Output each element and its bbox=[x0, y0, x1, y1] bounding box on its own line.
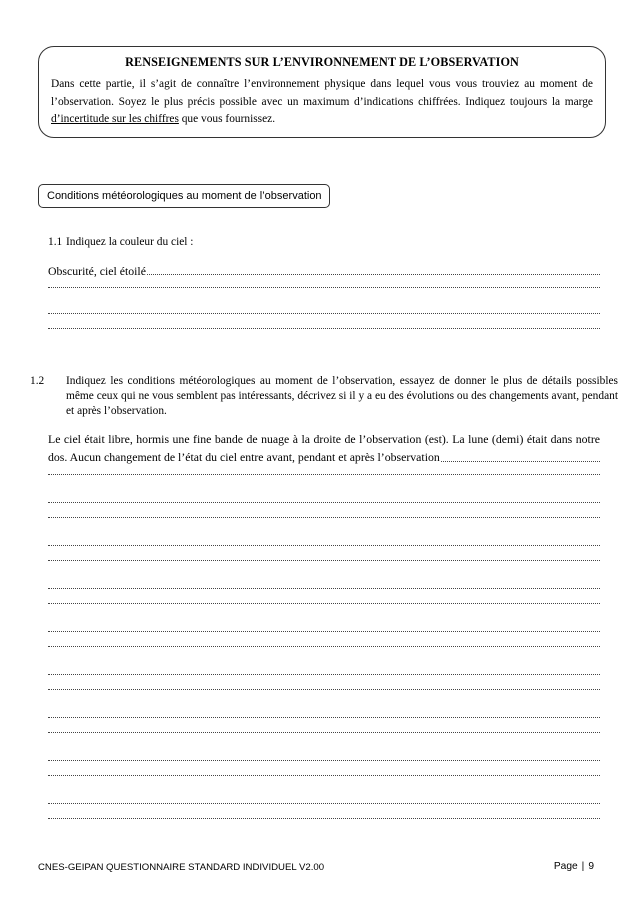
question-1-2 bbox=[30, 374, 618, 419]
page-number: 9 bbox=[588, 861, 594, 872]
section-header-instructions bbox=[51, 76, 593, 129]
section-header-box bbox=[38, 46, 606, 138]
answer-line[interactable] bbox=[48, 502, 600, 503]
answer-field-1-1[interactable] bbox=[48, 262, 600, 280]
answer-line[interactable] bbox=[48, 689, 600, 690]
answer-field-1-2[interactable] bbox=[48, 431, 600, 467]
answer-line[interactable] bbox=[48, 287, 600, 288]
answer-line[interactable] bbox=[48, 560, 600, 561]
answer-line[interactable] bbox=[48, 545, 600, 546]
answer-line[interactable] bbox=[48, 328, 600, 329]
answer-line[interactable] bbox=[48, 818, 600, 819]
answer-line[interactable] bbox=[48, 474, 600, 475]
footer-page-number bbox=[554, 861, 594, 872]
answer-line[interactable] bbox=[48, 588, 600, 589]
subsection-title-box bbox=[38, 184, 330, 208]
answer-line[interactable] bbox=[48, 603, 600, 604]
answer-line[interactable] bbox=[48, 631, 600, 632]
page-separator: | bbox=[581, 861, 585, 872]
answer-line[interactable] bbox=[48, 775, 600, 776]
answer-line[interactable] bbox=[48, 760, 600, 761]
answer-line[interactable] bbox=[48, 313, 600, 314]
answer-line[interactable] bbox=[48, 674, 600, 675]
question-text: Indiquez les conditions météorologiques au moment de l’observation, essayez de donner le plus de détails possibles même ceux qui ne vous semblent pas intéressants, décrivez si il y a eu des évolutions ou des changements avant, pendant et après l’observation. bbox=[66, 375, 618, 417]
question-1-1 bbox=[48, 235, 600, 250]
answer-text-1-2: Le ciel était libre, hormis une fine bande de nuage à la droite de l’observation (est). La lune (demi) était dans notre dos. Aucun changement de l’état du ciel entre avant, pendant et après l’observation bbox=[48, 432, 600, 464]
question-number: 1.1 bbox=[48, 236, 63, 248]
footer-document-title: CNES-GEIPAN QUESTIONNAIRE STANDARD INDIVIDUEL V2.00 bbox=[38, 862, 325, 873]
answer-line[interactable] bbox=[48, 517, 600, 518]
subsection-title: Conditions météorologiques au moment de l’observation bbox=[47, 190, 322, 202]
answer-text-1-1: Obscurité, ciel étoilé bbox=[48, 264, 146, 278]
answer-line[interactable] bbox=[48, 732, 600, 733]
answer-line[interactable] bbox=[48, 803, 600, 804]
question-text: Indiquez la couleur du ciel : bbox=[66, 236, 194, 248]
instructions-text-2: que vous fournissez. bbox=[178, 113, 276, 125]
instructions-underlined-text: d’incertitude sur les chiffres bbox=[51, 113, 179, 125]
page-label: Page bbox=[553, 861, 578, 872]
instructions-text-1: Dans cette partie, il s’agit de connaître l’environnement physique dans lequel vous vous trouviez au moment de l’observation. Soyez le plus précis possible avec un maximum d’indications chiffrées. Indiquez toujours la marge bbox=[51, 78, 593, 108]
question-number: 1.2 bbox=[30, 375, 45, 387]
answer-line[interactable] bbox=[48, 646, 600, 647]
section-header-title: RENSEIGNEMENTS SUR L’ENVIRONNEMENT DE L’OBSERVATION bbox=[125, 55, 519, 69]
answer-line[interactable] bbox=[48, 717, 600, 718]
